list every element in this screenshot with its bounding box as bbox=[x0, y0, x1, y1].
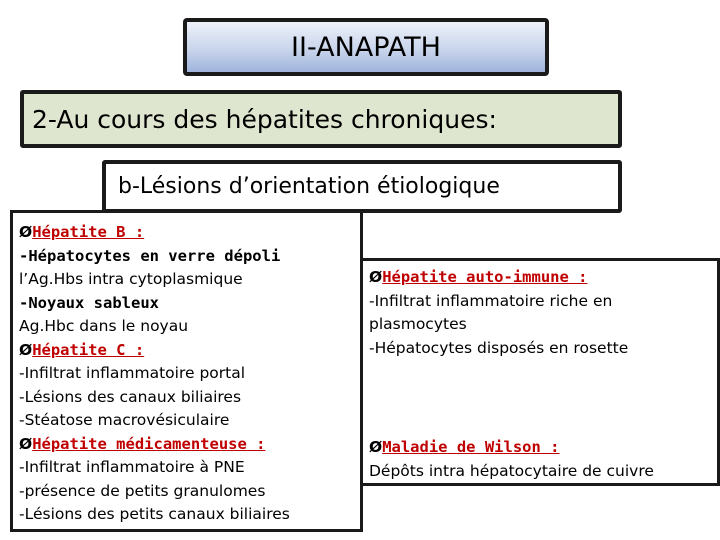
text-line: -Stéatose macrovésiculaire bbox=[19, 411, 230, 429]
text-line: -Hépatocytes disposés en rosette bbox=[369, 338, 629, 357]
arrow-bullet-icon: Ø bbox=[19, 434, 33, 453]
subtitle: 2-Au cours des hépatites chroniques: bbox=[32, 104, 497, 134]
page-title: II-ANAPATH bbox=[291, 31, 441, 63]
text-line: l’Ag.Hbs intra cytoplasmique bbox=[19, 270, 243, 288]
arrow-bullet-icon: Ø bbox=[369, 268, 383, 286]
text-line: -Lésions des petits canaux biliaires bbox=[19, 505, 290, 523]
heading-maladie-de-wilson: ØMaladie de Wilson : bbox=[369, 436, 717, 460]
arrow-bullet-icon: Ø bbox=[369, 438, 383, 456]
text-line: -présence de petits granulomes bbox=[19, 481, 266, 500]
title-box bbox=[183, 18, 549, 76]
right-panel bbox=[360, 258, 720, 486]
heading-hepatite-c: ØHépatite C : bbox=[19, 339, 360, 363]
text-line: -Infiltrat inflammatoire riche en bbox=[369, 291, 613, 310]
heading-hepatite-medicamenteuse: ØHépatite médicamenteuse : bbox=[19, 433, 360, 457]
heading-hepatite-b: ØHépatite B : bbox=[19, 221, 360, 245]
subtitle-box bbox=[20, 90, 622, 148]
text-line: -Infiltrat inflammatoire portal bbox=[19, 364, 246, 382]
text-line: -Infiltrat inflammatoire à PNE bbox=[19, 458, 245, 476]
section-box bbox=[102, 160, 622, 213]
text-line: -Noyaux sableux bbox=[19, 293, 159, 312]
arrow-bullet-icon: Ø bbox=[19, 340, 33, 359]
text-line: plasmocytes bbox=[369, 315, 467, 333]
spacer bbox=[369, 360, 717, 436]
heading-hepatite-auto-immune: ØHépatite auto-immune : bbox=[369, 266, 717, 290]
left-panel bbox=[10, 210, 363, 532]
text-line: Dépôts intra hépatocytaire de cuivre bbox=[369, 461, 654, 480]
section-title: b-Lésions d’orientation étiologique bbox=[118, 174, 500, 199]
text-line: -Lésions des canaux biliaires bbox=[19, 387, 242, 406]
arrow-bullet-icon: Ø bbox=[19, 223, 33, 241]
text-line: -Hépatocytes en verre dépoli bbox=[19, 246, 281, 265]
text-line: Ag.Hbc dans le noyau bbox=[19, 317, 189, 335]
